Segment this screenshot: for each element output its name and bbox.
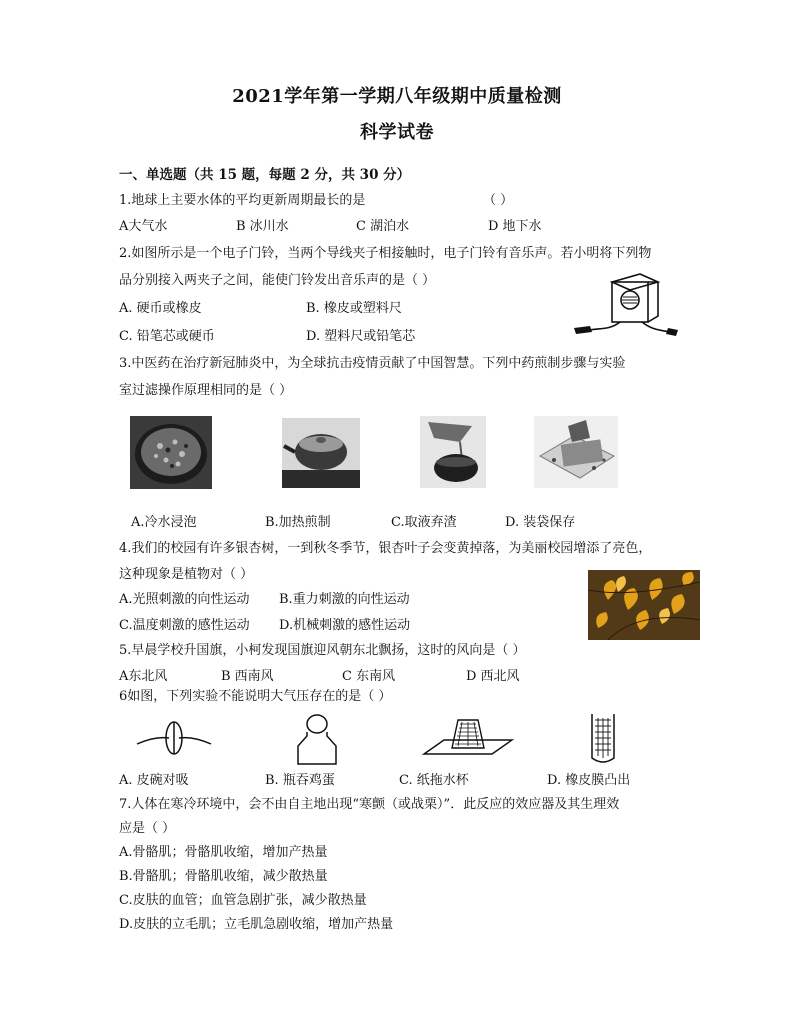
q6-option-a: A. 皮碗对吸 (119, 773, 189, 788)
suction-cups-figure (135, 718, 213, 762)
section-heading: 一、单选题（共 15 题，每题 2 分，共 30 分） (119, 167, 411, 183)
q4-line2: 这种现象是植物对（ ） (119, 567, 254, 582)
q3-option-c: C.取液弃渣 (391, 515, 457, 530)
q4-option-c: C.温度刺激的感性运动 (119, 618, 250, 633)
q7-option-c: C.皮肤的血管；血管急剧扩张，减少散热量 (119, 893, 367, 908)
q6-option-b: B. 瓶吞鸡蛋 (265, 773, 335, 788)
q2-line2: 品分别接入两夹子之间，能使门铃发出音乐声的是（ ） (119, 273, 436, 288)
doorbell-figure (570, 268, 680, 348)
q3-line2: 室过滤操作原理相同的是（ ） (119, 383, 293, 398)
q1-answer-paren: （ ） (483, 193, 514, 208)
q5-option-a: A东北风 (119, 669, 168, 684)
q6-option-d: D. 橡皮膜凸出 (547, 773, 631, 788)
q7-option-a: A.骨骼肌；骨骼肌收缩，增加产热量 (119, 845, 328, 860)
q2-option-d: D. 塑料尺或铅笔芯 (306, 329, 416, 344)
q7-line2: 应是（ ） (119, 821, 176, 836)
q2-option-b: B. 橡皮或塑料尺 (306, 301, 402, 316)
q3-line1: 3.中医药在治疗新冠肺炎中，为全球抗击疫情贡献了中国智慧。下列中药煎制步骤与实验 (119, 356, 626, 371)
q1-option-c: C 湖泊水 (356, 219, 410, 234)
decocting-pot-photo (282, 418, 360, 488)
pour-liquid-photo (420, 416, 486, 488)
q5-stem: 5.早晨学校升国旗，小柯发现国旗迎风朝东北飘扬，这时的风向是（ ） (119, 643, 526, 658)
q4-option-d: D.机械刺激的感性运动 (279, 618, 411, 633)
bottle-egg-figure (290, 712, 344, 768)
q3-option-b: B.加热煎制 (265, 515, 331, 530)
q1-option-a: A大气水 (119, 219, 168, 234)
q3-option-d: D. 装袋保存 (505, 515, 576, 530)
q5-option-d: D 西北风 (466, 669, 520, 684)
rubber-membrane-figure (588, 712, 618, 768)
soaking-herbs-photo (130, 416, 212, 489)
q4-line1: 4.我们的校园有许多银杏树，一到秋冬季节，银杏叶子会变黄掉落，为美丽校园增添了亮色， (119, 541, 652, 556)
ginkgo-leaves-photo (588, 570, 700, 640)
exam-subtitle: 科学试卷 (360, 122, 434, 143)
q2-option-c: C. 铅笔芯或硬币 (119, 329, 215, 344)
exam-title: 2021学年第一学期八年级期中质量检测 (232, 86, 562, 107)
q5-option-b: B 西南风 (221, 669, 274, 684)
q7-option-d: D.皮肤的立毛肌；立毛肌急剧收缩，增加产热量 (119, 917, 394, 932)
q1-option-b: B 冰川水 (236, 219, 289, 234)
q7-line1: 7.人体在寒冷环境中，会不由自主地出现“寒颤（或战栗）”．此反应的效应器及其生理效 (119, 797, 620, 812)
q6-option-c: C. 纸拖水杯 (399, 773, 469, 788)
q2-option-a: A. 硬币或橡皮 (119, 301, 202, 316)
paper-cup-figure (420, 716, 516, 762)
q1-stem: 1.地球上主要水体的平均更新周期最长的是 (119, 193, 366, 208)
q4-option-a: A.光照刺激的向性运动 (119, 592, 250, 607)
bagged-herbs-photo (534, 416, 618, 488)
q1-option-d: D 地下水 (488, 219, 542, 234)
q4-option-b: B.重力刺激的向性运动 (279, 592, 410, 607)
q6-stem: 6如图，下列实验不能说明大气压存在的是（ ） (119, 689, 392, 704)
q3-option-a: A.冷水浸泡 (131, 515, 197, 530)
q7-option-b: B.骨骼肌；骨骼肌收缩，减少散热量 (119, 869, 328, 884)
q2-line1: 2.如图所示是一个电子门铃，当两个导线夹子相接触时，电子门铃有音乐声。若小明将下列物 (119, 246, 652, 261)
q5-option-c: C 东南风 (342, 669, 396, 684)
